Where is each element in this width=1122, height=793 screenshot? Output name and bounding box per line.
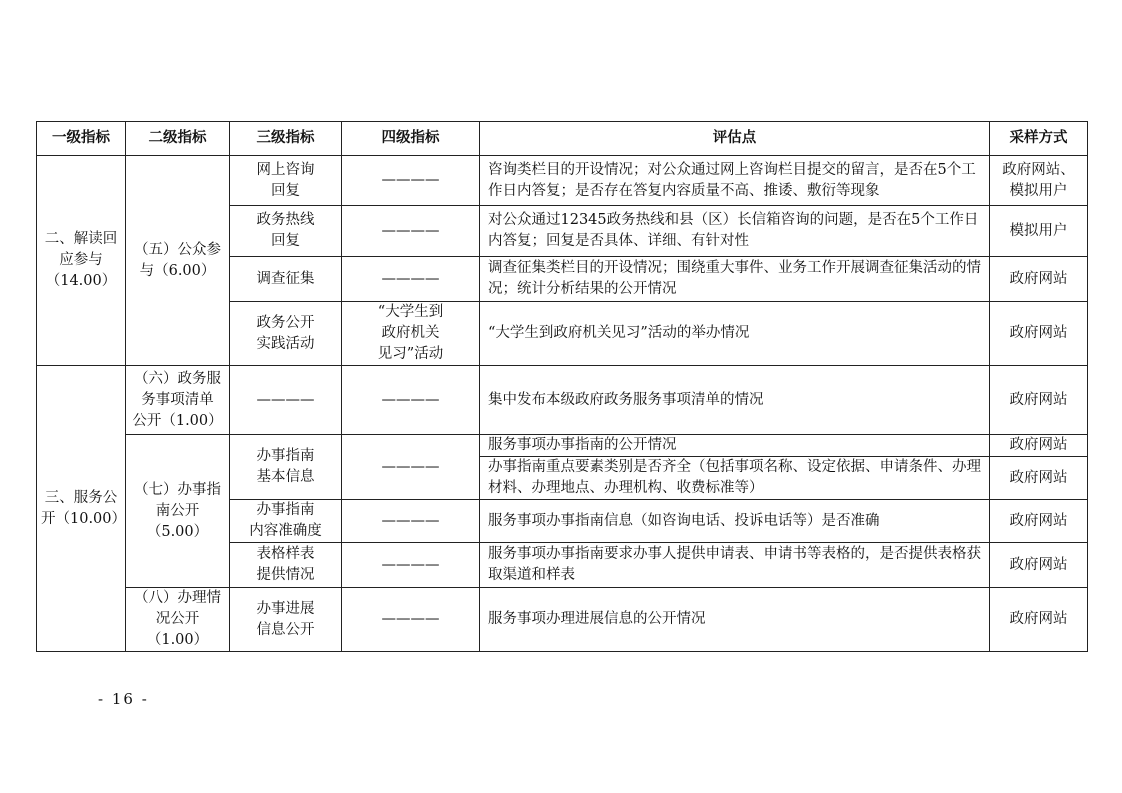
level3-cell: 办事进展 信息公开 (230, 588, 342, 652)
level2-service-list: （六）政务服 务事项清单 公开（1.00） (126, 366, 230, 435)
level4-cell: ———— (342, 257, 480, 302)
level2-public-participation: （五）公众参 与（6.00） (126, 156, 230, 366)
assessment-point-cell: 咨询类栏目的开设情况；对公众通过网上咨询栏目提交的留言，是否在5个工作日内答复；是否存在答复内容质量不高、推诿、敷衍等现象 (480, 156, 990, 206)
assessment-point-cell: 办事指南重点要素类别是否齐全（包括事项名称、设定依据、申请条件、办理材料、办理地点、办理机构、收费标准等） (480, 457, 990, 500)
assessment-point-cell: 调查征集类栏目的开设情况；围绕重大事件、业务工作开展调查征集活动的情况；统计分析结果的公开情况 (480, 257, 990, 302)
level3-cell: 政务热线 回复 (230, 206, 342, 257)
level4-cell: ———— (342, 543, 480, 588)
header-level2: 二级指标 (126, 122, 230, 156)
level4-cell: ———— (342, 588, 480, 652)
level3-cell: 表格样表 提供情况 (230, 543, 342, 588)
assessment-point-cell: “大学生到政府机关见习”活动的举办情况 (480, 302, 990, 366)
level3-cell: 办事指南 基本信息 (230, 435, 342, 500)
assessment-point-cell: 服务事项办事指南要求办事人提供申请表、申请书等表格的，是否提供表格获取渠道和样表 (480, 543, 990, 588)
header-level4: 四级指标 (342, 122, 480, 156)
assessment-point-cell: 集中发布本级政府政务服务事项清单的情况 (480, 366, 990, 435)
level3-cell: 办事指南 内容准确度 (230, 500, 342, 543)
level1-interpretation: 二、解读回 应参与 （14.00） (37, 156, 126, 366)
table-row (37, 156, 1088, 206)
assessment-point-cell: 服务事项办事指南的公开情况 (480, 435, 990, 457)
sampling-method-cell: 政府网站 (990, 500, 1088, 543)
level4-cell: ———— (342, 366, 480, 435)
assessment-point-cell: 服务事项办事指南信息（如咨询电话、投诉电话等）是否准确 (480, 500, 990, 543)
table-row (37, 588, 1088, 652)
level4-cell: ———— (342, 156, 480, 206)
assessment-point-cell: 对公众通过12345政务热线和县（区）长信箱咨询的问题，是否在5个工作日内答复；回复是否具体、详细、有针对性 (480, 206, 990, 257)
sampling-method-cell: 政府网站、 模拟用户 (990, 156, 1088, 206)
sampling-method-cell: 政府网站 (990, 543, 1088, 588)
header-sampling-method: 采样方式 (990, 122, 1088, 156)
table-row (37, 435, 1088, 457)
header-row (37, 122, 1088, 156)
sampling-method-cell: 政府网站 (990, 366, 1088, 435)
level1-service-disclosure: 三、服务公 开（10.00） (37, 366, 126, 652)
level2-guide-disclosure: （七）办事指 南公开 （5.00） (126, 435, 230, 588)
assessment-point-cell: 服务事项办理进展信息的公开情况 (480, 588, 990, 652)
sampling-method-cell: 政府网站 (990, 257, 1088, 302)
level4-cell: ———— (342, 206, 480, 257)
level4-cell: ———— (342, 500, 480, 543)
header-level1: 一级指标 (37, 122, 126, 156)
level4-cell: ———— (342, 435, 480, 500)
index-table (36, 121, 1088, 652)
level4-cell: “大学生到 政府机关 见习”活动 (342, 302, 480, 366)
level2-progress-disclosure: （八）办理情 况公开 （1.00） (126, 588, 230, 652)
sampling-method-cell: 政府网站 (990, 588, 1088, 652)
level3-cell: 调查征集 (230, 257, 342, 302)
header-assessment-point: 评估点 (480, 122, 990, 156)
level3-cell: 政务公开 实践活动 (230, 302, 342, 366)
page-number: - 16 - (98, 690, 149, 708)
level3-cell: ———— (230, 366, 342, 435)
sampling-method-cell: 政府网站 (990, 435, 1088, 457)
sampling-method-cell: 政府网站 (990, 302, 1088, 366)
sampling-method-cell: 模拟用户 (990, 206, 1088, 257)
header-level3: 三级指标 (230, 122, 342, 156)
sampling-method-cell: 政府网站 (990, 457, 1088, 500)
table-row (37, 366, 1088, 435)
level3-cell: 网上咨询 回复 (230, 156, 342, 206)
